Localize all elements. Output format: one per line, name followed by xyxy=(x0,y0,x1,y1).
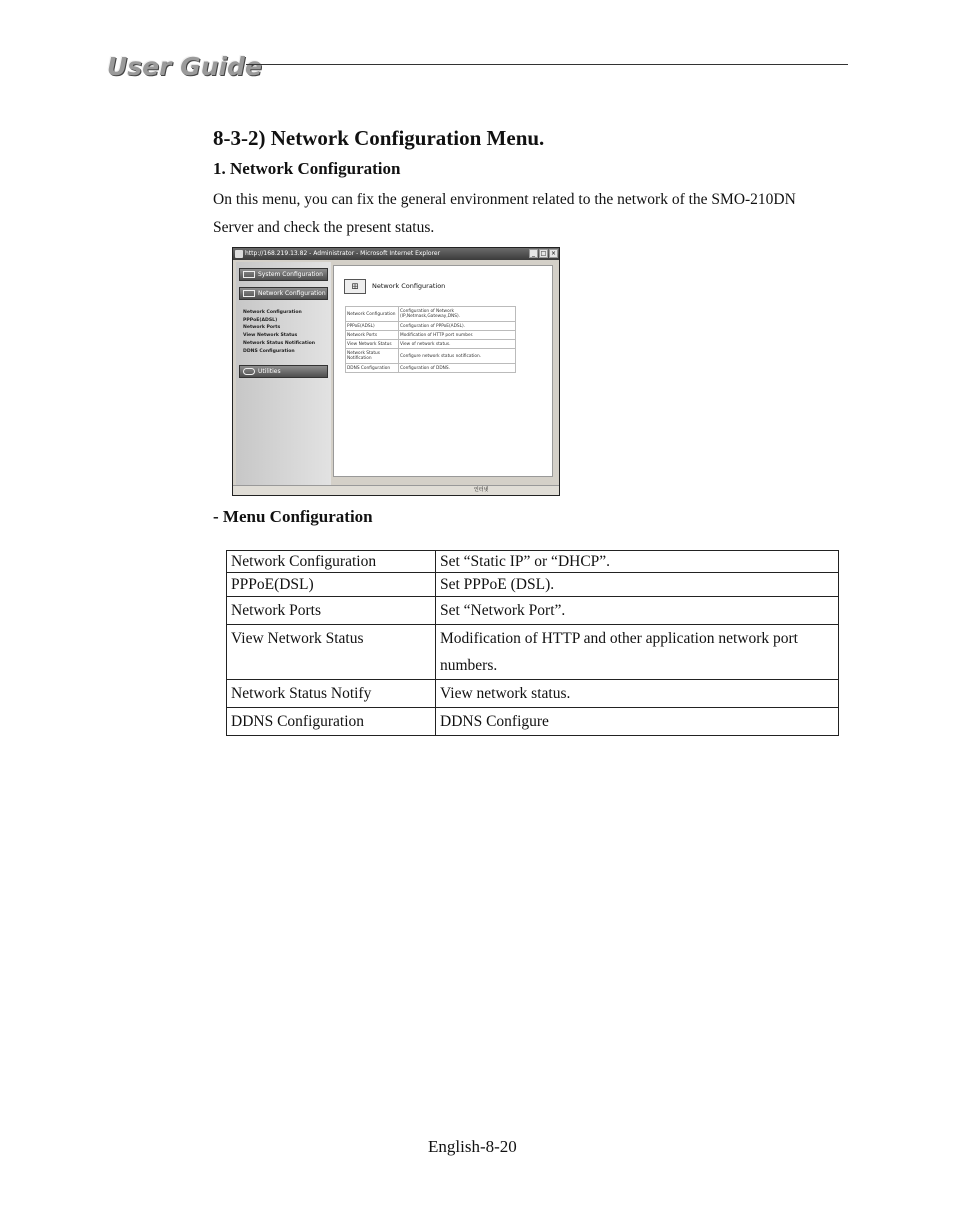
page-number: English-8-20 xyxy=(428,1137,517,1156)
menu-name-cell: Network Ports xyxy=(227,597,436,625)
table-row xyxy=(346,340,516,349)
browser-screenshot xyxy=(232,247,560,496)
table-row xyxy=(346,307,516,322)
menu-name-cell: DDNS Configuration xyxy=(227,708,436,736)
ie-icon xyxy=(235,250,243,258)
table-cell-item[interactable]: DDNS Configuration xyxy=(346,364,399,373)
table-row xyxy=(227,573,839,597)
content-title: Network Configuration xyxy=(372,282,446,290)
menu-desc-cell: DDNS Configure xyxy=(436,708,839,736)
subsection-title: 1. Network Configuration xyxy=(213,159,401,178)
section-title: 8-3-2) Network Configuration Menu. xyxy=(213,126,545,150)
menu-desc-cell: Set PPPoE (DSL). xyxy=(436,573,839,597)
header-rule xyxy=(246,64,848,65)
menu-name-cell: Network Status Notify xyxy=(227,680,436,708)
intro-paragraph: On this menu, you can fix the general environment related to the network of the SMO-210DN Server and check the present status. xyxy=(213,191,796,236)
utilities-button[interactable] xyxy=(239,365,328,378)
table-cell-desc: View of network status. xyxy=(399,340,516,349)
table-row xyxy=(346,331,516,340)
close-icon[interactable]: × xyxy=(550,250,557,257)
menu-desc-cell: Modification of HTTP and other application network port numbers. xyxy=(436,625,839,680)
system-configuration-button[interactable] xyxy=(239,268,328,281)
table-cell-item[interactable]: Network Configuration xyxy=(346,307,399,322)
maximize-icon[interactable]: □ xyxy=(540,250,547,257)
table-row xyxy=(227,680,839,708)
table-cell-desc: Configuration of Network (IP,Netmask,Gateway,DNS). xyxy=(399,307,516,322)
network-config-table xyxy=(345,306,516,373)
browser-titlebar xyxy=(233,248,559,260)
table-cell-desc: Configuration of PPPoE(ADSL). xyxy=(399,322,516,331)
utilities-label: Utilities xyxy=(258,368,281,375)
table-row xyxy=(227,625,839,680)
sidebar-link-network-ports[interactable]: Network Ports xyxy=(243,325,281,330)
system-configuration-label: System Configuration xyxy=(258,271,323,278)
table-row xyxy=(227,597,839,625)
table-cell-desc: Configure network status notification. xyxy=(399,349,516,364)
table-cell-desc: Configuration of DDNS. xyxy=(399,364,516,373)
content-pane xyxy=(333,265,553,477)
minimize-icon[interactable]: _ xyxy=(529,249,538,258)
menu-configuration-table xyxy=(226,550,839,736)
menu-name-cell: Network Configuration xyxy=(227,551,436,573)
menu-name-cell: View Network Status xyxy=(227,625,436,680)
table-row xyxy=(346,349,516,364)
sidebar-link-network-status-notification[interactable]: Network Status Notification xyxy=(243,341,316,346)
table-cell-desc: Modification of HTTP port number. xyxy=(399,331,516,340)
table-cell-item[interactable]: View Network Status xyxy=(346,340,399,349)
menu-configuration-heading: - Menu Configuration xyxy=(213,507,373,526)
internet-zone-label: 인터넷 xyxy=(474,487,489,493)
sidebar-link-ddns-configuration[interactable]: DDNS Configuration xyxy=(243,349,295,354)
status-bar xyxy=(233,485,559,495)
monitor-icon xyxy=(243,271,255,278)
table-row xyxy=(346,322,516,331)
menu-desc-cell: Set “Static IP” or “DHCP”. xyxy=(436,551,839,573)
network-icon xyxy=(243,290,255,297)
table-cell-item[interactable]: Network Ports xyxy=(346,331,399,340)
tools-icon xyxy=(243,368,255,375)
sidebar-link-network-configuration[interactable]: Network Configuration xyxy=(243,310,302,315)
sidebar-link-view-network-status[interactable]: View Network Status xyxy=(243,333,298,338)
table-row xyxy=(227,551,839,573)
table-row xyxy=(227,708,839,736)
network-configuration-label: Network Configuration xyxy=(258,290,326,297)
table-cell-item[interactable]: Network Status Notification xyxy=(346,349,399,364)
user-guide-logo: User Guide xyxy=(107,52,262,81)
network-config-icon: ⊞ xyxy=(344,279,366,294)
window-title: http://168.219.13.82 - Administrator - Microsoft Internet Explorer xyxy=(245,250,441,257)
table-cell-item[interactable]: PPPoE(ADSL) xyxy=(346,322,399,331)
sidebar-link-pppoe[interactable]: PPPoE(ADSL) xyxy=(243,318,278,323)
table-row xyxy=(346,364,516,373)
menu-desc-cell: View network status. xyxy=(436,680,839,708)
network-configuration-button[interactable] xyxy=(239,287,328,300)
menu-desc-cell: Set “Network Port”. xyxy=(436,597,839,625)
sidebar xyxy=(236,262,331,486)
menu-name-cell: PPPoE(DSL) xyxy=(227,573,436,597)
